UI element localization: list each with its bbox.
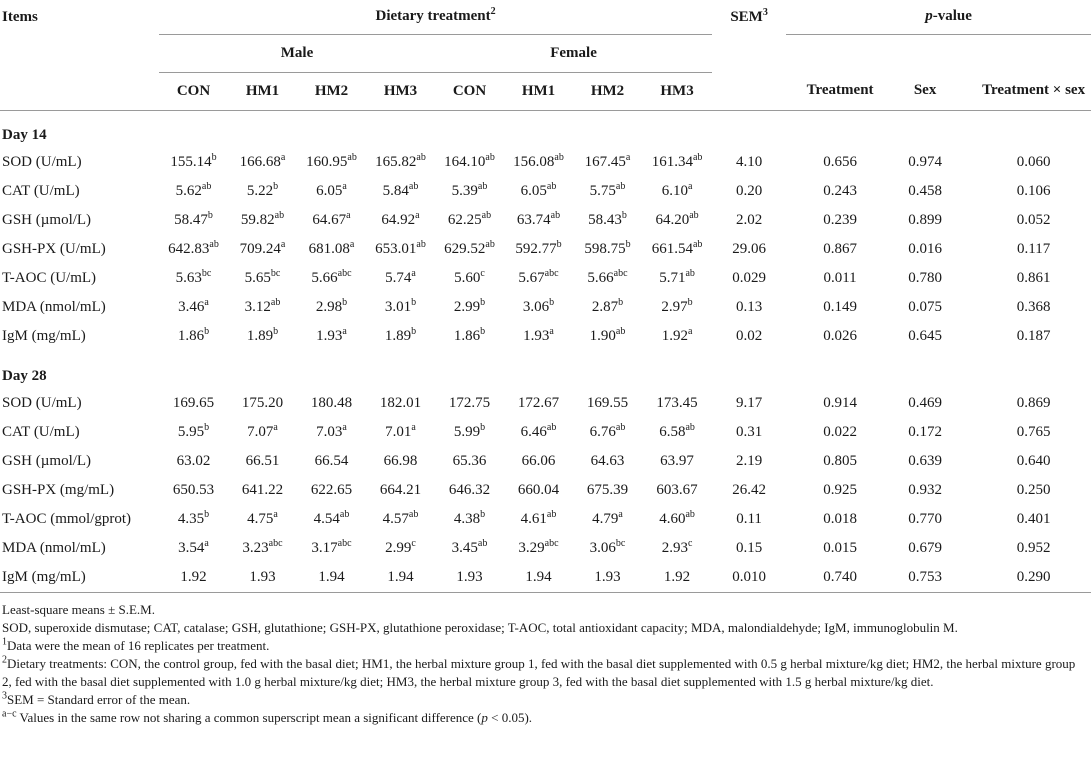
pvalue-header: p-value <box>786 0 1091 34</box>
value-cell: 642.83$^{ab}$ <box>168 239 219 257</box>
value-cell: 167.45$^a$ <box>584 152 631 170</box>
section-row <box>0 110 1091 148</box>
sem-cell: 0.010 <box>732 568 766 585</box>
pvalue-cell: 0.656 <box>823 154 857 170</box>
pvalue-cell: 0.899 <box>908 212 942 228</box>
column-header-row <box>0 72 1091 110</box>
value-cell: 3.06$^b$ <box>522 297 555 315</box>
value-cell: 2.87$^b$ <box>591 297 624 315</box>
pvalue-cell: 0.075 <box>908 299 942 315</box>
pvalue-cell: 0.639 <box>908 453 942 469</box>
value-cell: 641.22 <box>241 482 284 498</box>
pvalue-cell: 0.805 <box>823 453 857 469</box>
table-row <box>0 235 1091 264</box>
value-cell: 5.66$^{abc}$ <box>311 268 352 286</box>
row-label: CAT (U/mL) <box>2 424 80 440</box>
table-row <box>0 389 1091 418</box>
sem-cell: 2.19 <box>735 453 763 469</box>
value-cell: 6.58$^{ab}$ <box>659 422 695 440</box>
male-header: Male <box>159 34 435 72</box>
pvalue-cell: 0.932 <box>908 482 942 498</box>
value-cell: 3.45$^{ab}$ <box>451 538 488 556</box>
value-cell: 598.75$^b$ <box>584 239 631 257</box>
pvalue-cell: 0.016 <box>908 241 942 257</box>
pvalue-cell: 0.869 <box>1016 395 1051 411</box>
sem-cell: 26.42 <box>732 482 766 498</box>
value-cell: 5.74$^a$ <box>385 268 416 286</box>
value-cell: 3.23$^{abc}$ <box>242 538 283 556</box>
value-cell: 6.10$^a$ <box>661 181 693 199</box>
value-cell: 4.79$^a$ <box>592 509 623 527</box>
row-label: IgM (mg/mL) <box>2 328 86 344</box>
table-row <box>0 476 1091 505</box>
value-cell: 1.86$^b$ <box>453 326 486 344</box>
table-row <box>0 293 1091 322</box>
value-cell: 5.65$^{bc}$ <box>244 268 281 286</box>
column-header-female-hm3: HM3 <box>642 72 712 110</box>
sem-cell: 2.02 <box>735 212 763 228</box>
value-cell: 2.97$^b$ <box>661 297 693 315</box>
value-cell: 1.94 <box>318 568 345 585</box>
value-cell: 5.60$^c$ <box>454 268 485 286</box>
pvalue-cell: 0.015 <box>823 540 857 556</box>
sem-cell: 0.20 <box>735 183 763 199</box>
column-header-male-hm2: HM2 <box>297 72 366 110</box>
pvalue-cell: 0.011 <box>823 270 857 286</box>
value-cell: 175.20 <box>241 395 284 411</box>
pvalue-cell: 0.172 <box>908 424 942 440</box>
column-header-male-hm3: HM3 <box>366 72 435 110</box>
row-label: GSH-PX (U/mL) <box>2 241 106 257</box>
value-cell: 1.93$^a$ <box>316 326 347 344</box>
column-header-male-con: CON <box>159 72 228 110</box>
table-row <box>0 264 1091 293</box>
footnote-lsm: Least-square means ± S.E.M. <box>2 602 155 617</box>
value-cell: 1.89$^b$ <box>384 326 417 344</box>
value-cell: 64.63 <box>590 453 625 469</box>
table-row <box>0 447 1091 476</box>
footnote-2: $^2$Dietary treatments: CON, the control group, fed with the basal diet; HM1, the herbal mixture group 1, fed with the basal diet supplemented with 0.5 g herbal mixture/kg diet; HM2, the herbal mixture group 2, fed with the basal diet supplemented with 1.0 g herbal mixture/kg diet; HM3, the herbal mixture group 3, fed with the basal diet supplemented with 1.5 g herbal mixture/kg diet. <box>2 654 1076 689</box>
value-cell: 160.95$^{ab}$ <box>306 152 357 170</box>
value-cell: 6.05$^{ab}$ <box>520 181 557 199</box>
sem-cell: 0.029 <box>732 270 766 286</box>
row-label: GSH (µmol/L) <box>2 212 92 228</box>
value-cell: 603.67 <box>656 482 698 498</box>
value-cell: 664.21 <box>379 482 422 498</box>
row-label: CAT (U/mL) <box>2 183 80 199</box>
value-cell: 5.66$^{abc}$ <box>587 268 628 286</box>
pvalue-cell: 0.250 <box>1016 482 1051 498</box>
value-cell: 64.20$^{ab}$ <box>655 210 699 228</box>
pvalue-cell: 0.018 <box>823 511 857 527</box>
pvalue-cell: 0.026 <box>823 328 857 344</box>
value-cell: 169.55 <box>586 395 629 411</box>
pvalue-cell: 0.149 <box>823 299 857 315</box>
pvalue-cell: 0.780 <box>908 270 942 286</box>
value-cell: 1.92 <box>180 568 207 585</box>
value-cell: 5.39$^{ab}$ <box>451 181 488 199</box>
row-label: SOD (U/mL) <box>2 154 82 170</box>
value-cell: 1.92$^a$ <box>661 326 693 344</box>
value-cell: 3.46$^a$ <box>178 297 209 315</box>
pvalue-cell: 0.022 <box>823 424 857 440</box>
table-row <box>0 534 1091 563</box>
value-cell: 4.75$^a$ <box>247 509 278 527</box>
pvalue-cell: 0.770 <box>908 511 942 527</box>
pvalue-cell: 0.368 <box>1016 299 1051 315</box>
value-cell: 2.99$^c$ <box>385 538 416 556</box>
value-cell: 629.52$^{ab}$ <box>444 239 495 257</box>
table-row <box>0 148 1091 177</box>
value-cell: 5.63$^{bc}$ <box>175 268 212 286</box>
column-header-female-hm1: HM1 <box>504 72 573 110</box>
pvalue-cell: 0.974 <box>908 154 942 170</box>
footnote-abbrev: SOD, superoxide dismutase; CAT, catalase; GSH, glutathione; GSH-PX, glutathione peroxidase; T-AOC, total antioxidant capacity; MDA, malondialdehyde; IgM, immunoglobulin M. <box>2 620 958 635</box>
value-cell: 5.67$^{abc}$ <box>518 268 559 286</box>
sem-cell: 0.15 <box>735 540 763 556</box>
pvalue-cell: 0.645 <box>908 328 942 344</box>
value-cell: 3.54$^a$ <box>178 538 209 556</box>
column-header-p-1: Sex <box>894 72 956 110</box>
value-cell: 660.04 <box>517 482 560 498</box>
pvalue-cell: 0.753 <box>908 568 942 585</box>
value-cell: 172.75 <box>448 395 491 411</box>
value-cell: 5.95$^b$ <box>177 422 210 440</box>
column-header-female-con: CON <box>435 72 504 110</box>
value-cell: 2.98$^b$ <box>315 297 348 315</box>
pvalue-cell: 0.952 <box>1016 540 1051 556</box>
value-cell: 1.94 <box>525 568 552 585</box>
footnote-3: $^3$SEM = Standard error of the mean. <box>2 690 191 707</box>
value-cell: 4.38$^b$ <box>453 509 486 527</box>
value-cell: 1.93 <box>594 568 621 585</box>
value-cell: 66.54 <box>314 453 349 469</box>
footnote-significance: $^{a-c}$ Values in the same row not sharing a common superscript mean a significant difference (p < 0.05). <box>2 708 533 725</box>
row-label: T-AOC (U/mL) <box>2 270 97 286</box>
value-cell: 3.29$^{abc}$ <box>518 538 559 556</box>
row-label: MDA (nmol/mL) <box>2 540 106 556</box>
value-cell: 1.89$^b$ <box>246 326 279 344</box>
table-footnotes <box>2 601 1087 727</box>
value-cell: 64.67$^a$ <box>312 210 351 228</box>
value-cell: 3.17$^{abc}$ <box>311 538 352 556</box>
row-label: IgM (mg/mL) <box>2 568 86 585</box>
pvalue-cell: 0.679 <box>908 540 942 556</box>
value-cell: 65.36 <box>452 453 487 469</box>
row-label: GSH-PX (mg/mL) <box>2 482 115 498</box>
value-cell: 2.93$^c$ <box>661 538 693 556</box>
pvalue-cell: 0.914 <box>823 395 857 411</box>
value-cell: 161.34$^{ab}$ <box>651 152 703 170</box>
pvalue-cell: 0.052 <box>1016 212 1051 228</box>
value-cell: 5.62$^{ab}$ <box>175 181 212 199</box>
pvalue-cell: 0.458 <box>908 183 942 199</box>
value-cell: 1.94 <box>387 568 414 585</box>
value-cell: 156.08$^{ab}$ <box>513 152 564 170</box>
sem-cell: 9.17 <box>735 395 763 411</box>
value-cell: 1.93$^a$ <box>523 326 554 344</box>
value-cell: 172.67 <box>517 395 560 411</box>
table-row <box>0 563 1091 592</box>
value-cell: 681.08$^a$ <box>308 239 355 257</box>
value-cell: 2.99$^b$ <box>453 297 486 315</box>
value-cell: 5.84$^{ab}$ <box>382 181 419 199</box>
column-header-p-2: Treatment × sex <box>956 72 1091 110</box>
column-header-female-hm2: HM2 <box>573 72 642 110</box>
value-cell: 7.01$^a$ <box>385 422 416 440</box>
value-cell: 650.53 <box>172 482 215 498</box>
pvalue-cell: 0.469 <box>908 395 942 411</box>
value-cell: 675.39 <box>586 482 629 498</box>
pvalue-cell: 0.060 <box>1016 154 1051 170</box>
footnote-1: $^1$Data were the mean of 16 replicates per treatment. <box>2 636 270 653</box>
value-cell: 709.24$^a$ <box>239 239 286 257</box>
value-cell: 63.97 <box>660 453 694 469</box>
dietary-treatment-header: Dietary treatment$^2$ <box>159 0 712 34</box>
value-cell: 1.86$^b$ <box>177 326 210 344</box>
row-label: MDA (nmol/mL) <box>2 299 106 315</box>
pvalue-cell: 0.740 <box>823 568 857 585</box>
sem-cell: 0.31 <box>735 424 763 440</box>
pvalue-cell: 0.401 <box>1016 511 1051 527</box>
value-cell: 166.68$^a$ <box>239 152 286 170</box>
value-cell: 3.06$^{bc}$ <box>589 538 626 556</box>
value-cell: 66.51 <box>245 453 280 469</box>
value-cell: 4.60$^{ab}$ <box>659 509 695 527</box>
value-cell: 180.48 <box>310 395 353 411</box>
value-cell: 182.01 <box>379 395 422 411</box>
value-cell: 7.07$^a$ <box>247 422 278 440</box>
sem-header: SEM$^3$ <box>730 6 768 25</box>
pvalue-cell: 0.106 <box>1016 183 1051 199</box>
sem-cell: 0.02 <box>735 328 763 344</box>
value-cell: 4.61$^{ab}$ <box>520 509 557 527</box>
value-cell: 58.47$^b$ <box>174 210 213 228</box>
section-title: Day 28 <box>2 368 47 384</box>
value-cell: 592.77$^b$ <box>515 239 562 257</box>
value-cell: 63.74$^{ab}$ <box>516 210 561 228</box>
pvalue-cell: 0.290 <box>1016 568 1051 585</box>
value-cell: 165.82$^{ab}$ <box>375 152 426 170</box>
value-cell: 622.65 <box>310 482 353 498</box>
pvalue-cell: 0.640 <box>1016 453 1051 469</box>
value-cell: 59.82$^{ab}$ <box>240 210 285 228</box>
value-cell: 62.25$^{ab}$ <box>447 210 492 228</box>
value-cell: 1.93 <box>456 568 483 585</box>
pvalue-cell: 0.117 <box>1017 241 1051 257</box>
value-cell: 63.02 <box>176 453 211 469</box>
value-cell: 5.99$^b$ <box>453 422 486 440</box>
pvalue-cell: 0.861 <box>1016 270 1051 286</box>
value-cell: 66.06 <box>521 453 556 469</box>
table-row <box>0 206 1091 235</box>
table-row <box>0 418 1091 447</box>
pvalue-cell: 0.867 <box>823 241 857 257</box>
value-cell: 173.45 <box>656 395 698 411</box>
value-cell: 6.05$^a$ <box>316 181 347 199</box>
value-cell: 5.22$^b$ <box>246 181 279 199</box>
value-cell: 1.92 <box>663 568 691 585</box>
value-cell: 646.32 <box>448 482 491 498</box>
value-cell: 5.75$^{ab}$ <box>589 181 626 199</box>
value-cell: 3.12$^{ab}$ <box>244 297 281 315</box>
items-header: Items <box>2 8 38 25</box>
pvalue-cell: 0.925 <box>823 482 857 498</box>
value-cell: 169.65 <box>172 395 215 411</box>
table-row <box>0 177 1091 206</box>
value-cell: 1.93 <box>249 568 276 585</box>
table-row <box>0 505 1091 534</box>
pvalue-cell: 0.765 <box>1016 424 1051 440</box>
column-header-p-0: Treatment <box>786 72 894 110</box>
value-cell: 661.54$^{ab}$ <box>651 239 703 257</box>
pvalue-cell: 0.187 <box>1016 328 1051 344</box>
female-header: Female <box>435 34 712 72</box>
value-cell: 64.92$^a$ <box>381 210 420 228</box>
section-row <box>0 351 1091 389</box>
value-cell: 164.10$^{ab}$ <box>444 152 495 170</box>
value-cell: 653.01$^{ab}$ <box>375 239 426 257</box>
row-label: T-AOC (mmol/gprot) <box>2 511 132 527</box>
value-cell: 155.14$^b$ <box>170 152 217 170</box>
sem-cell: 0.13 <box>735 299 763 315</box>
value-cell: 66.98 <box>383 453 418 469</box>
column-header-male-hm1: HM1 <box>228 72 297 110</box>
value-cell: 6.76$^{ab}$ <box>589 422 626 440</box>
section-title: Day 14 <box>2 127 47 143</box>
value-cell: 7.03$^a$ <box>316 422 347 440</box>
pvalue-cell: 0.239 <box>823 212 857 228</box>
value-cell: 4.54$^{ab}$ <box>313 509 350 527</box>
sem-cell: 0.11 <box>736 511 762 527</box>
pvalue-cell: 0.243 <box>823 183 857 199</box>
value-cell: 6.46$^{ab}$ <box>520 422 557 440</box>
row-label: GSH (µmol/L) <box>2 453 92 469</box>
sem-cell: 4.10 <box>735 154 763 170</box>
value-cell: 4.57$^{ab}$ <box>382 509 419 527</box>
value-cell: 5.71$^{ab}$ <box>659 268 695 286</box>
table-row <box>0 322 1091 351</box>
value-cell: 58.43$^b$ <box>588 210 627 228</box>
value-cell: 3.01$^b$ <box>384 297 417 315</box>
value-cell: 1.90$^{ab}$ <box>589 326 626 344</box>
value-cell: 4.35$^b$ <box>177 509 210 527</box>
sem-cell: 29.06 <box>732 241 766 257</box>
row-label: SOD (U/mL) <box>2 395 82 411</box>
